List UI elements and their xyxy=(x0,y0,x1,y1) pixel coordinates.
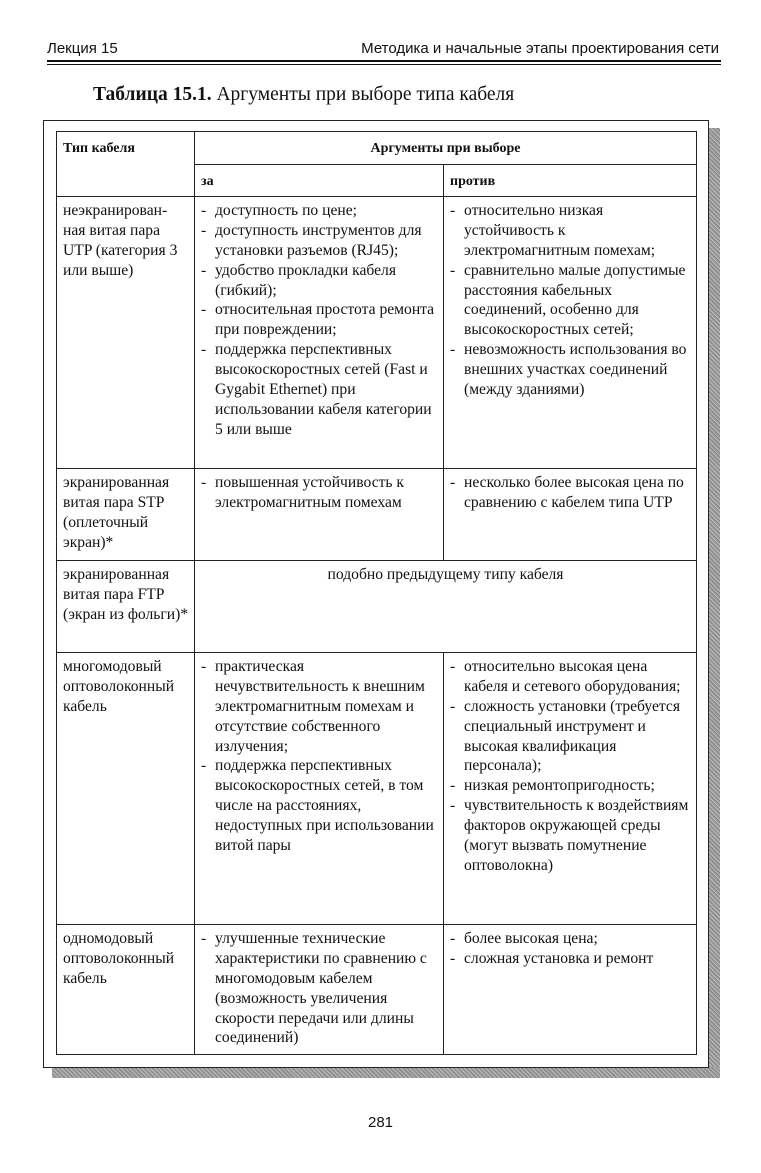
merged-arguments-cell: подобно предыдущему типу кабеля xyxy=(195,560,697,652)
for-item: - улучшенные технические характеристики по сравнению с многомодовым кабелем (возможность увеличения скорости передачи или длины соединений) xyxy=(200,929,438,1048)
against-item: - невозможность использования во внешних участках соединений (между зданиями) xyxy=(449,340,691,400)
cable-arguments-table xyxy=(56,131,697,1055)
against-cell xyxy=(444,924,697,1054)
for-item: - доступность инструментов для установки разъемов (RJ45); xyxy=(200,221,438,261)
against-cell xyxy=(444,468,697,560)
for-item: - практическая нечувствительность к внешним электромагнитным помехам и отсутствие собственного излучения; xyxy=(200,657,438,757)
cable-type-cell: экранированная витая пара FTP (экран из фольги)* xyxy=(57,560,195,652)
against-item: - сложность установки (требуется специальный инструмент и высокая квалификация персонала); xyxy=(449,697,691,777)
cable-type-cell: экранированная витая пара STP (оплеточный экран)* xyxy=(57,468,195,560)
table-caption xyxy=(93,84,514,106)
frame-shadow-bottom xyxy=(52,1067,720,1078)
table-row xyxy=(57,560,697,652)
against-item: - относительно низкая устойчивость к электромагнитным помехам; xyxy=(449,201,691,261)
against-item: - сложная установка и ремонт xyxy=(449,949,691,969)
page-number: 281 xyxy=(367,1114,394,1131)
cable-type-cell: неэкранирован-ная витая пара UTP (категория 3 или выше) xyxy=(57,196,195,468)
table-row xyxy=(57,652,697,924)
table-row xyxy=(57,468,697,560)
against-item: - сравнительно малые допустимые расстояния кабельных соединений, особенно для высокоскоростных сетей; xyxy=(449,261,691,341)
lecture-label: Лекция 15 xyxy=(47,40,118,57)
cable-type-cell: многомодовый оптоволоконный кабель xyxy=(57,652,195,924)
header-cable-type: Тип кабеля xyxy=(57,132,195,197)
against-item: - чувствительность к воздействиям факторов окружающей среды (могут вызвать помутнение оптоволокна) xyxy=(449,796,691,876)
against-item: - относительно высокая цена кабеля и сетевого оборудования; xyxy=(449,657,691,697)
header-rule-thin xyxy=(47,64,721,65)
cable-type-cell: одномодовый оптоволоконный кабель xyxy=(57,924,195,1054)
against-item: - низкая ремонтопригодность; xyxy=(449,776,691,796)
frame-shadow-right xyxy=(708,128,720,1078)
against-cell xyxy=(444,652,697,924)
table-row xyxy=(57,196,697,468)
running-header xyxy=(47,38,719,60)
table-caption-label: Таблица 15.1. xyxy=(93,84,212,105)
for-cell xyxy=(195,196,444,468)
chapter-title: Методика и начальные этапы проектирования сети xyxy=(361,40,719,57)
for-cell xyxy=(195,924,444,1054)
against-item: - несколько более высокая цена по сравнению с кабелем типа UTP xyxy=(449,473,691,513)
for-cell xyxy=(195,468,444,560)
for-item: - доступность по цене; xyxy=(200,201,438,221)
for-cell xyxy=(195,652,444,924)
for-item: - относительная простота ремонта при повреждении; xyxy=(200,300,438,340)
against-cell xyxy=(444,196,697,468)
header-arguments: Аргументы при выборе xyxy=(195,132,697,165)
header-rule xyxy=(47,60,721,62)
for-item: - поддержка перспективных высокоскоростных сетей (Fast и Gygabit Ethernet) при использовании кабеля категории 5 или выше xyxy=(200,340,438,440)
table-row xyxy=(57,924,697,1054)
for-item: - удобство прокладки кабеля (гибкий); xyxy=(200,261,438,301)
header-for: за xyxy=(195,165,444,197)
against-item: - более высокая цена; xyxy=(449,929,691,949)
header-against: против xyxy=(444,165,697,197)
for-item: - повышенная устойчивость к электромагнитным помехам xyxy=(200,473,438,513)
for-item: - поддержка перспективных высокоскоростных сетей, в том числе на расстояниях, недоступных при использовании витой пары xyxy=(200,756,438,856)
table-caption-text: Аргументы при выборе типа кабеля xyxy=(211,84,515,105)
